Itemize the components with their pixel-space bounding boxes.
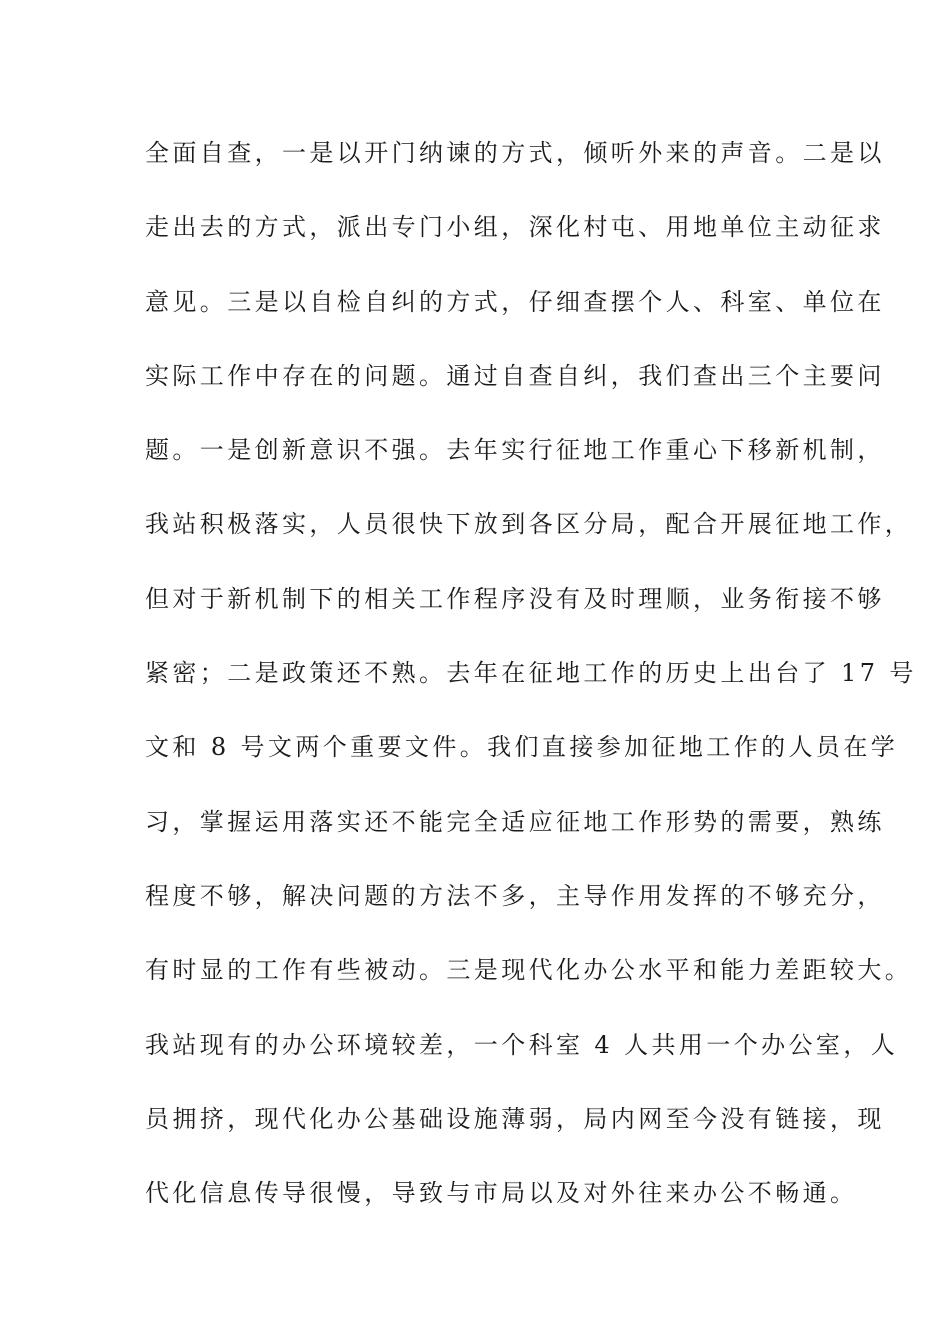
text-line: 员拥挤，现代化办公基础设施薄弱，局内网至今没有链接，现 bbox=[145, 1104, 885, 1133]
text-line: 但对于新机制下的相关工作程序没有及时理顺，业务衔接不够 bbox=[145, 584, 885, 613]
text-line: 程度不够，解决问题的方法不多，主导作用发挥的不够充分， bbox=[145, 881, 885, 910]
text-line: 紧密；二是政策还不熟。去年在征地工作的历史上出台了 17 号 bbox=[145, 659, 917, 688]
text-line: 有时显的工作有些被动。三是现代化办公水平和能力差距较大。 bbox=[145, 956, 913, 985]
text-line: 我站现有的办公环境较差，一个科室 4 人共用一个办公室，人 bbox=[145, 1030, 899, 1059]
text-line: 代化信息传导很慢，导致与市局以及对外往来办公不畅通。 bbox=[145, 1179, 858, 1208]
text-line: 走出去的方式，派出专门小组，深化村屯、用地单位主动征求 bbox=[145, 213, 885, 242]
text-line: 文和 8 号文两个重要文件。我们直接参加征地工作的人员在学 bbox=[145, 733, 899, 762]
text-line: 全面自查，一是以开门纳谏的方式，倾听外来的声音。二是以 bbox=[145, 139, 885, 167]
text-line: 题。一是创新意识不强。去年实行征地工作重心下移新机制， bbox=[145, 436, 885, 465]
text-line: 实际工作中存在的问题。通过自查自纠，我们查出三个主要问 bbox=[145, 361, 885, 390]
text-line: 意见。三是以自检自纠的方式，仔细查摆个人、科室、单位在 bbox=[145, 287, 885, 316]
text-line: 我站积极落实，人员很快下放到各区分局，配合开展征地工作， bbox=[145, 510, 913, 539]
text-line: 习，掌握运用落实还不能完全适应征地工作形势的需要，熟练 bbox=[145, 807, 885, 836]
body-paragraph bbox=[145, 128, 917, 1242]
